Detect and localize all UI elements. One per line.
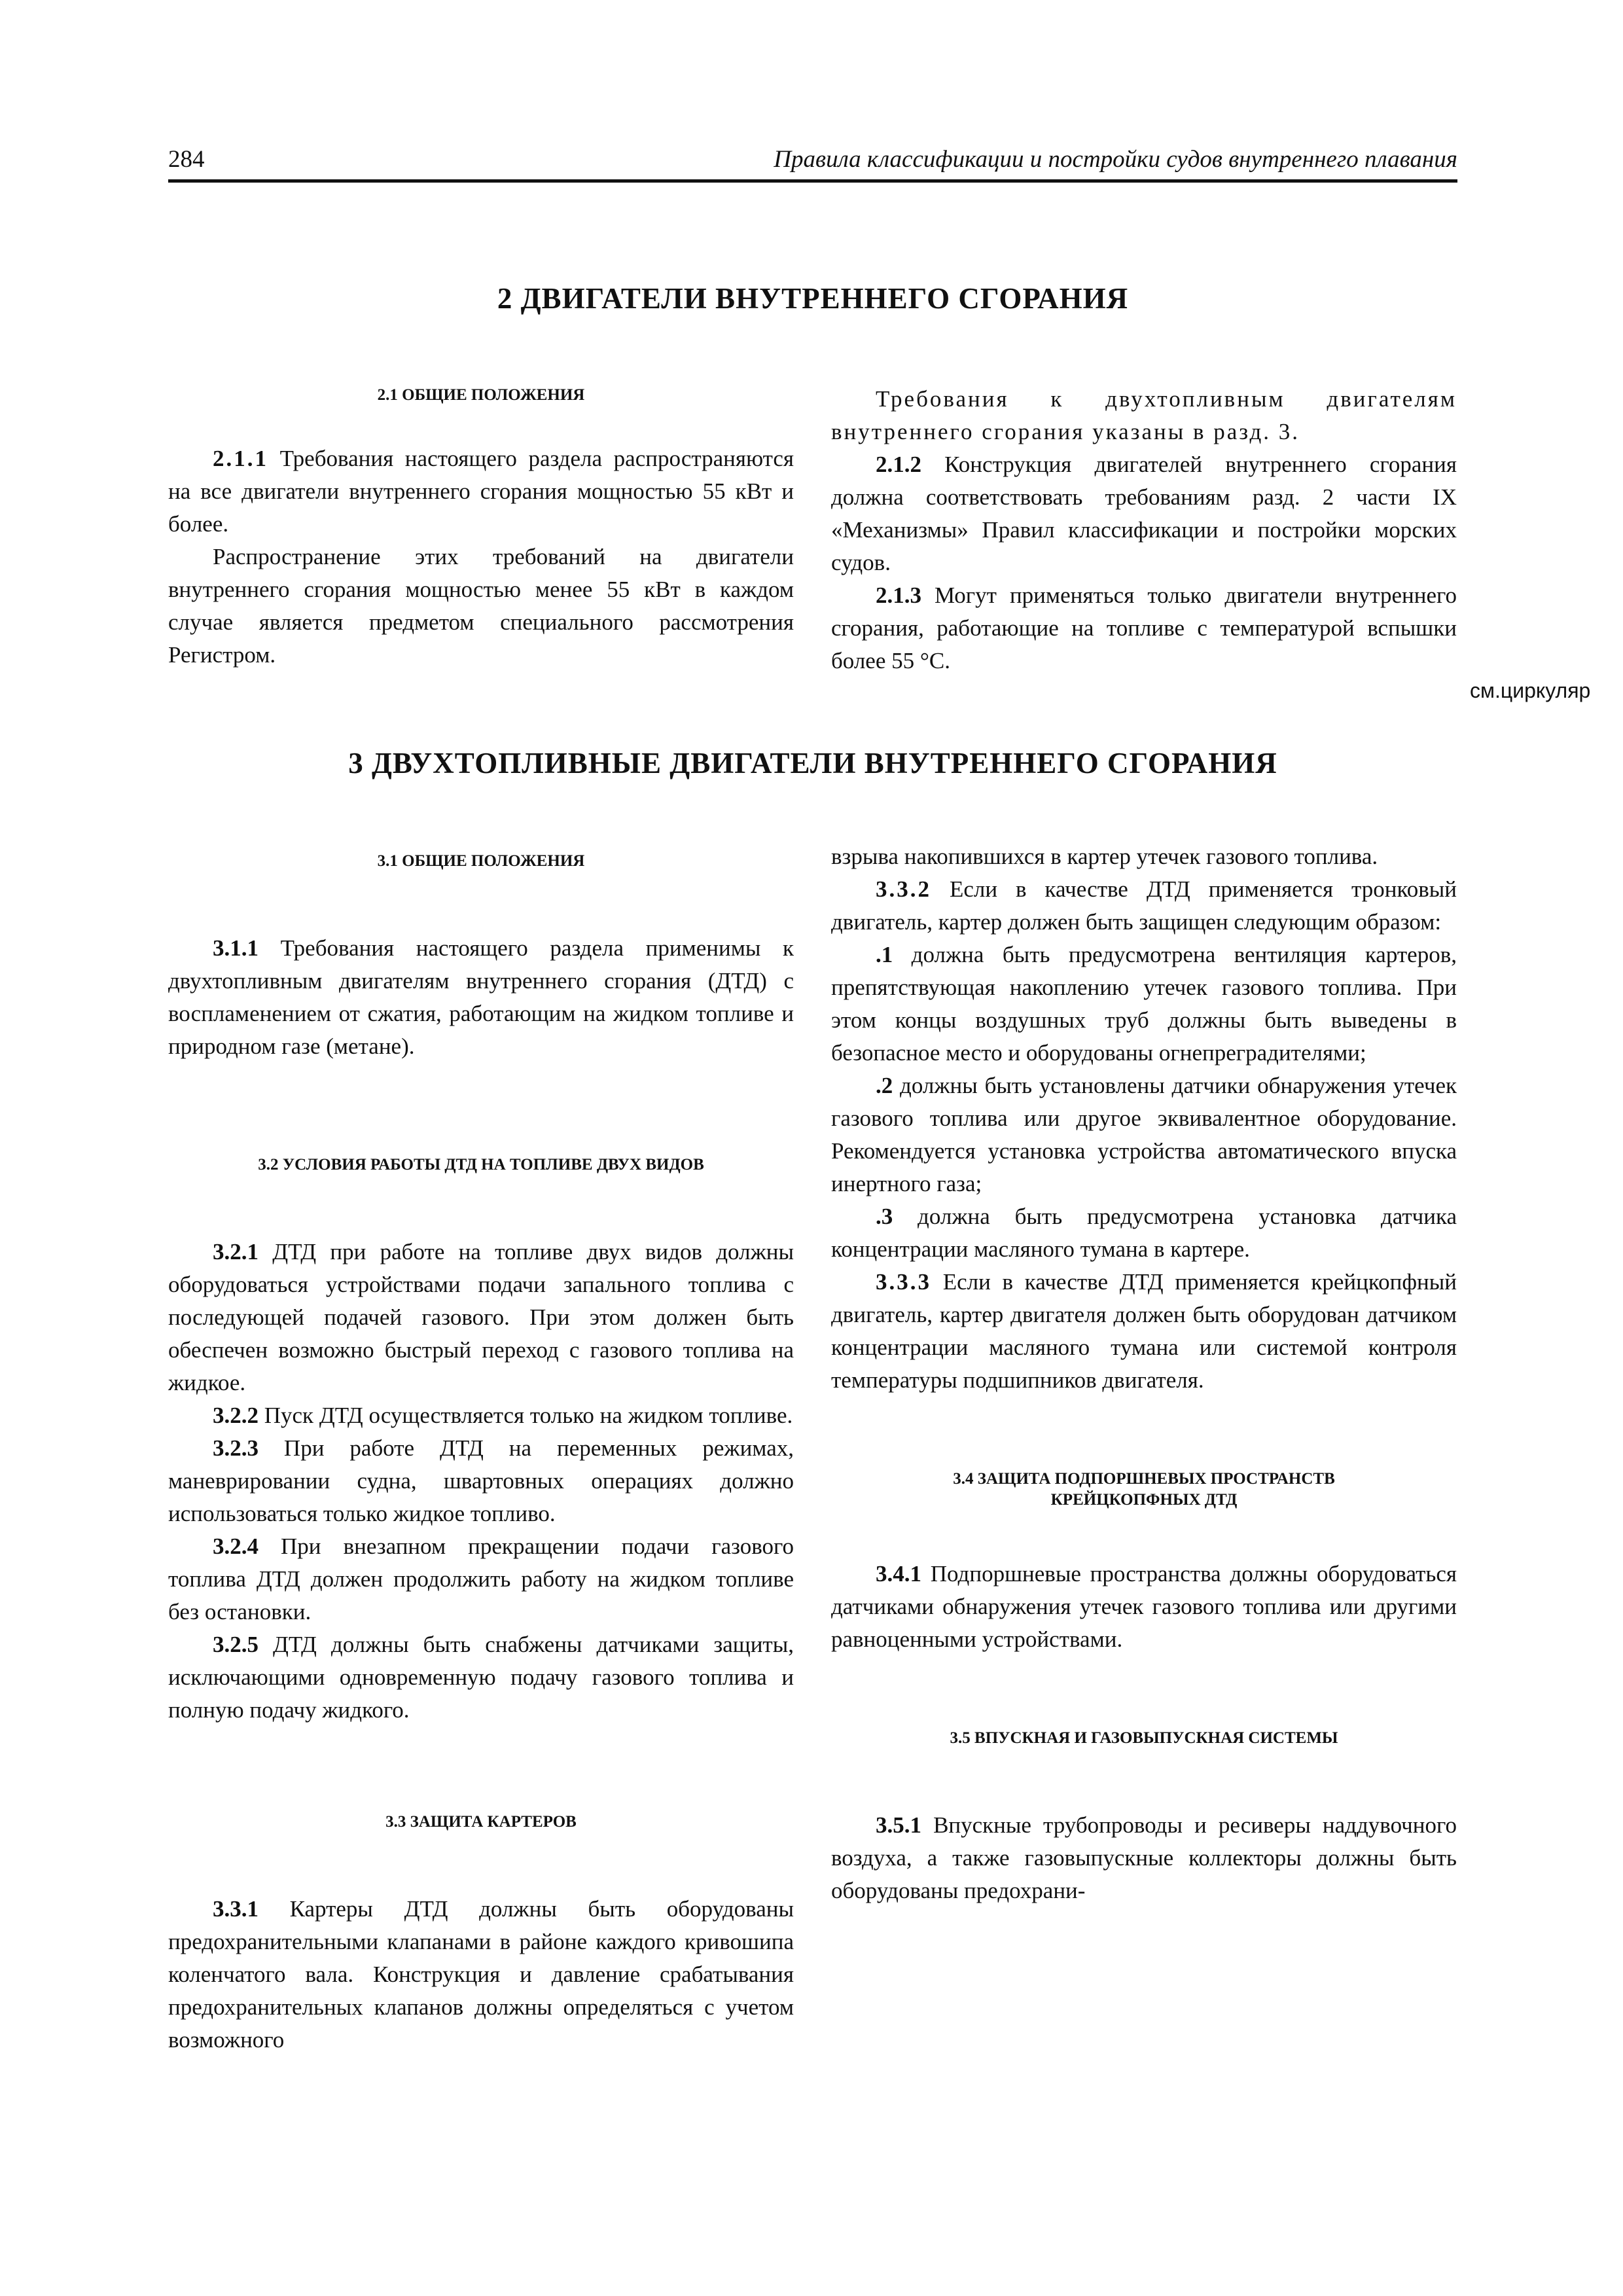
paragraph-text: Требования настоящего раздела распространяются на все двигатели внутреннего сгорания мощностью 55 кВт и более. — [168, 446, 794, 537]
chapter-2-title: 2 ДВИГАТЕЛИ ВНУТРЕННЕГО СГОРАНИЯ — [497, 282, 1129, 315]
paragraph-text: При внезапном прекращении подачи газового топлива ДТД должен продолжить работу на жидком топливе без остановки. — [168, 1534, 794, 1624]
paragraph-3-3-3 — [831, 1266, 1457, 1397]
paragraph-number: 3.3.2 — [876, 876, 931, 902]
running-title: Правила классификации и постройки судов внутреннего плавания — [774, 146, 1457, 173]
chapter-2-right-column — [831, 383, 1457, 677]
paragraph-3-2-1 — [168, 1236, 794, 1399]
paragraph-2-1-1 — [168, 442, 794, 541]
header-rule — [168, 179, 1457, 183]
paragraph-text: ДТД должны быть снабжены датчиками защиты, исключающими одновременную подачу газового топлива и полную подачу жидкого. — [168, 1632, 794, 1723]
paragraph-text: При работе ДТД на переменных режимах, маневрировании судна, швартовных операциях должно использоваться только жидкое топливо. — [168, 1435, 794, 1526]
page-number: 284 — [168, 146, 205, 173]
paragraph-number: 3.2.2 — [213, 1403, 259, 1428]
paragraph-number: 2.1.2 — [876, 452, 921, 477]
list-item-3 — [831, 1200, 1457, 1266]
paragraph-3-4-1 — [831, 1558, 1457, 1656]
paragraph-number: 3.2.1 — [213, 1239, 259, 1265]
paragraph-number: 3.3.1 — [213, 1896, 259, 1922]
list-number: .2 — [876, 1073, 893, 1098]
paragraph-number: 2.1.1 — [213, 446, 268, 471]
section-3-5-title: 3.5 ВПУСКНАЯ И ГАЗОВЫПУСКНАЯ СИСТЕМЫ — [950, 1729, 1338, 1747]
list-number: .1 — [876, 942, 893, 967]
paragraph-number: 3.4.1 — [876, 1561, 921, 1587]
chapter-3-left-column — [168, 851, 794, 2056]
paragraph-3-5-1 — [831, 1809, 1457, 1907]
list-number: .3 — [876, 1204, 893, 1229]
paragraph-text: Картеры ДТД должны быть оборудованы предохранительными клапанами в районе каждого кривошипа коленчатого вала. Конструкция и давление срабатывания предохранительных клапанов должны определяться с учетом возможного — [168, 1896, 794, 2053]
paragraph-3-2-4 — [168, 1530, 794, 1628]
section-3-2-title: 3.2 УСЛОВИЯ РАБОТЫ ДТД НА ТОПЛИВЕ ДВУХ ВИДОВ — [258, 1156, 704, 1174]
paragraph-text: Если в качестве ДТД применяется тронковый двигатель, картер должен быть защищен следующим образом: — [831, 876, 1457, 935]
margin-note: см.циркуляр — [1470, 679, 1591, 702]
section-3-4-title-line-2: КРЕЙЦКОПФНЫХ ДТД — [1050, 1491, 1238, 1509]
paragraph-3-2-5 — [168, 1628, 794, 1727]
paragraph-text: Требования настоящего раздела применимы к двухтопливным двигателям внутреннего сгорания (ДТД) с воспламенением от сжатия, работающим на жидком топливе и природном газе (метане). — [168, 935, 794, 1059]
section-2-1-title: 2.1 ОБЩИЕ ПОЛОЖЕНИЯ — [377, 386, 585, 404]
paragraph-text: ДТД при работе на топливе двух видов должны оборудоваться устройствами подачи запального топлива с последующей подачей газового. При этом должен быть обеспечен возможно быстрый переход с газового топлива на жидкое. — [168, 1239, 794, 1395]
paragraph-text: Пуск ДТД осуществляется только на жидком топливе. — [259, 1403, 793, 1428]
paragraph-number: 3.2.5 — [213, 1632, 259, 1657]
paragraph-number: 3.3.3 — [876, 1269, 931, 1295]
paragraph-text: Подпоршневые пространства должны оборудоваться датчиками обнаружения утечек газового топлива или другими равноценными устройствами. — [831, 1561, 1457, 1652]
paragraph-text: Могут применяться только двигатели внутреннего сгорания, работающие на топливе с температурой вспышки более 55 °C. — [831, 583, 1457, 673]
paragraph-3-2-3 — [168, 1432, 794, 1530]
list-item-2 — [831, 1069, 1457, 1200]
paragraph-2-1-1-c: Требования к двухтопливным двигателям внутреннего сгорания указаны в разд. 3. — [831, 386, 1457, 444]
section-3-4-title — [831, 1469, 1457, 1511]
paragraph-number: 3.5.1 — [876, 1812, 921, 1838]
section-3-3-title: 3.3 ЗАЩИТА КАРТЕРОВ — [385, 1813, 577, 1831]
paragraph-3-2-2 — [168, 1399, 794, 1432]
list-text: должна быть предусмотрена вентиляция картеров, препятствующая накоплению утечек газового топлива. При этом концы воздушных труб должны быть выведены в безопасное место и оборудованы огнепреградителями; — [831, 942, 1457, 1066]
paragraph-2-1-2 — [831, 448, 1457, 579]
list-text: должна быть предусмотрена установка датчика концентрации масляного тумана в картере. — [831, 1204, 1457, 1262]
list-item-1 — [831, 939, 1457, 1069]
list-text: должны быть установлены датчики обнаружения утечек газового топлива или другое эквивалентное оборудование. Рекомендуется установка устройства автоматического впуска инертного газа; — [831, 1073, 1457, 1196]
paragraph-number: 3.1.1 — [213, 935, 259, 961]
paragraph-number: 2.1.3 — [876, 583, 921, 608]
paragraph-text: Конструкция двигателей внутреннего сгорания должна соответствовать требованиям разд. 2 части IX «Механизмы» Правил классификации и постройки морских судов. — [831, 452, 1457, 575]
paragraph-number: 3.2.3 — [213, 1435, 259, 1461]
paragraph-text: Если в качестве ДТД применяется крейцкопфный двигатель, картер двигателя должен быть оборудован датчиком концентрации масляного тумана или системой контроля температуры подшипников двигателя. — [831, 1269, 1457, 1393]
paragraph-3-3-1-continued: взрыва накопившихся в картер утечек газового топлива. — [831, 844, 1378, 869]
paragraph-number: 3.2.4 — [213, 1534, 259, 1559]
paragraph-3-3-1 — [168, 1893, 794, 2056]
chapter-2-left-column — [168, 385, 794, 672]
paragraph-2-1-3 — [831, 579, 1457, 677]
paragraph-2-1-1-b: Распространение этих требований на двигатели внутреннего сгорания мощностью менее 55 кВт в каждом случае является предметом специального рассмотрения Регистром. — [168, 544, 794, 668]
chapter-3-right-column — [831, 840, 1457, 1907]
section-3-4-title-line-1: 3.4 ЗАЩИТА ПОДПОРШНЕВЫХ ПРОСТРАНСТВ — [953, 1470, 1335, 1488]
paragraph-3-1-1 — [168, 932, 794, 1063]
paragraph-3-3-2 — [831, 873, 1457, 939]
page-header — [168, 145, 1457, 178]
paragraph-text: Впускные трубопроводы и ресиверы наддувочного воздуха, а также газовыпускные коллекторы должны быть оборудованы предохрани- — [831, 1812, 1457, 1903]
chapter-3-title: 3 ДВУХТОПЛИВНЫЕ ДВИГАТЕЛИ ВНУТРЕННЕГО СГОРАНИЯ — [348, 747, 1277, 780]
section-3-1-title: 3.1 ОБЩИЕ ПОЛОЖЕНИЯ — [377, 852, 585, 870]
